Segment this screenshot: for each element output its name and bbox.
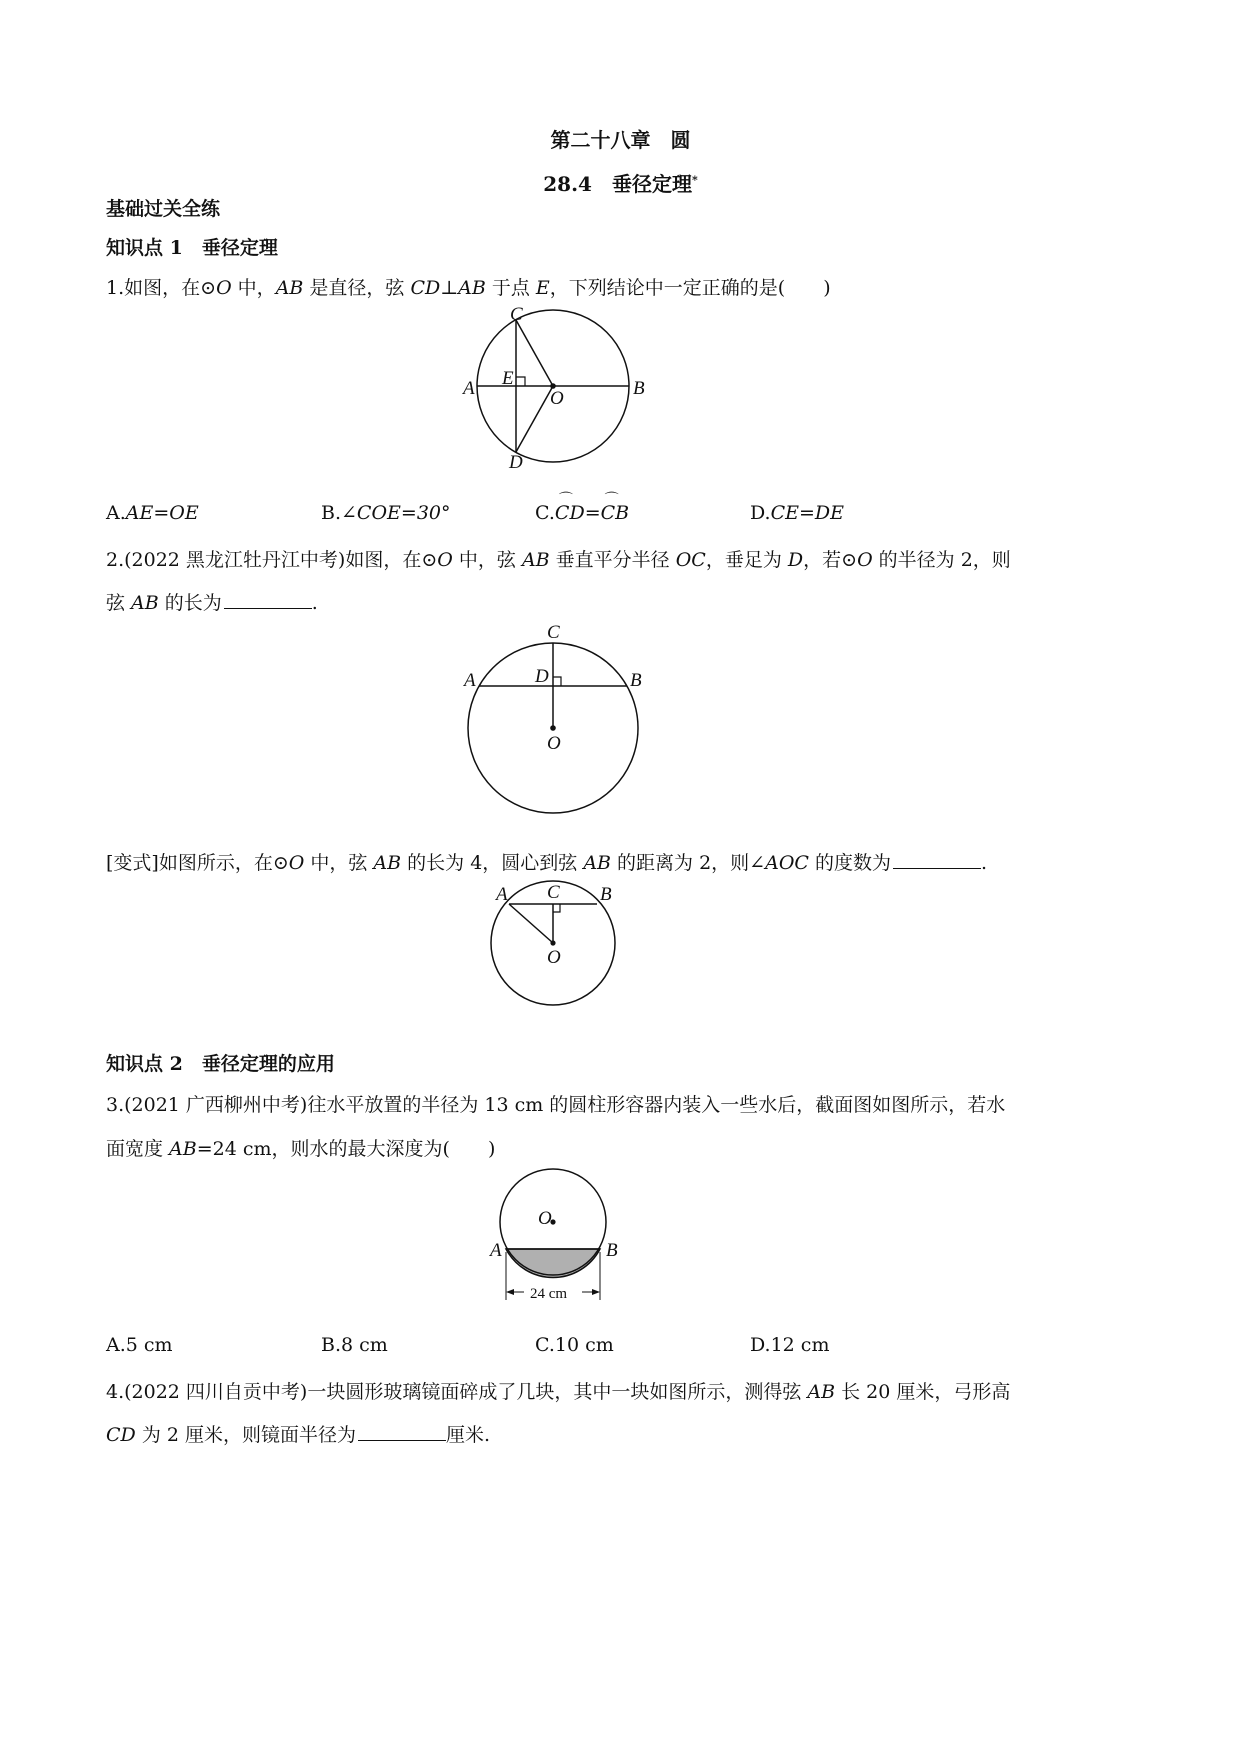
q1-label-d: D bbox=[509, 452, 523, 473]
q1-label-b: B bbox=[633, 378, 645, 399]
q1-option-d[interactable]: D.CE=DE bbox=[750, 502, 845, 524]
q3-option-c[interactable]: C.10 cm bbox=[535, 1334, 614, 1356]
question-2-line-1: 2.(2022 黑龙江牡丹江中考)如图，在⊙O 中，弦 AB 垂直平分半径 OC，垂足为 D，若⊙O 的半径为 2，则 bbox=[106, 549, 1011, 571]
q1-option-c[interactable]: C.⌒ CD=⌒ CB bbox=[535, 502, 629, 524]
chapter-title: 第二十八章 圆 bbox=[550, 128, 691, 152]
knowledge-point-1: 知识点 1 垂径定理 bbox=[106, 237, 278, 259]
q2-label-o: O bbox=[547, 733, 561, 754]
q3-width-label: 24 cm bbox=[530, 1286, 568, 1302]
q4-answer-blank[interactable] bbox=[358, 1440, 446, 1441]
question-3-line-1: 3.(2021 广西柳州中考)往水平放置的半径为 13 cm 的圆柱形容器内装入一些水后，截面图如图所示，若水 bbox=[106, 1094, 1006, 1116]
knowledge-point-2: 知识点 2 垂径定理的应用 bbox=[106, 1053, 335, 1075]
q1-label-o: O bbox=[550, 388, 564, 409]
section-mark: * bbox=[691, 173, 698, 187]
variant-question-text: [变式]如图所示，在⊙O 中，弦 AB 的长为 4，圆心到弦 AB 的距离为 2，则∠AOC 的度数为 . bbox=[106, 852, 988, 874]
variant-label-c: C bbox=[547, 882, 560, 903]
q3-option-a[interactable]: A.5 cm bbox=[106, 1334, 173, 1356]
section-heading: 基础过关全练 bbox=[106, 198, 221, 220]
q3-option-b[interactable]: B.8 cm bbox=[321, 1334, 388, 1356]
q3-label-o: O bbox=[538, 1208, 552, 1229]
variant-label-b: B bbox=[600, 884, 612, 905]
section-title-text: 28.4 垂径定理 bbox=[543, 172, 692, 196]
q1-option-a[interactable]: A.AE=OE bbox=[106, 502, 199, 524]
q2-label-c: C bbox=[547, 622, 560, 643]
question-3-line-2: 面宽度 AB=24 cm，则水的最大深度为( ) bbox=[106, 1138, 496, 1160]
variant-label-o: O bbox=[547, 947, 561, 968]
question-4-line-2: CD 为 2 厘米，则镜面半径为 厘米. bbox=[106, 1424, 491, 1446]
q2-label-d: D bbox=[535, 666, 549, 687]
question-4-line-1: 4.(2022 四川自贡中考)一块圆形玻璃镜面碎成了几块，其中一块如图所示，测得弦 AB 长 20 厘米，弓形高 bbox=[106, 1381, 1011, 1403]
variant-label-a: A bbox=[496, 884, 508, 905]
question-2-line-2: 弦 AB 的长为 . bbox=[106, 592, 318, 614]
q3-label-b: B bbox=[606, 1240, 618, 1261]
q1-label-e: E bbox=[502, 368, 514, 389]
q1-label-c: C bbox=[510, 304, 523, 325]
q1-option-b[interactable]: B.∠COE=30° bbox=[321, 502, 451, 524]
q3-label-a: A bbox=[490, 1240, 502, 1261]
q2-label-b: B bbox=[630, 670, 642, 691]
q2-label-a: A bbox=[464, 670, 476, 691]
q1-label-a: A bbox=[463, 378, 475, 399]
q3-option-d[interactable]: D.12 cm bbox=[750, 1334, 830, 1356]
question-1-text: 1.如图，在⊙O 中，AB 是直径，弦 CD⊥AB 于点 E，下列结论中一定正确的是( ) bbox=[106, 277, 831, 299]
